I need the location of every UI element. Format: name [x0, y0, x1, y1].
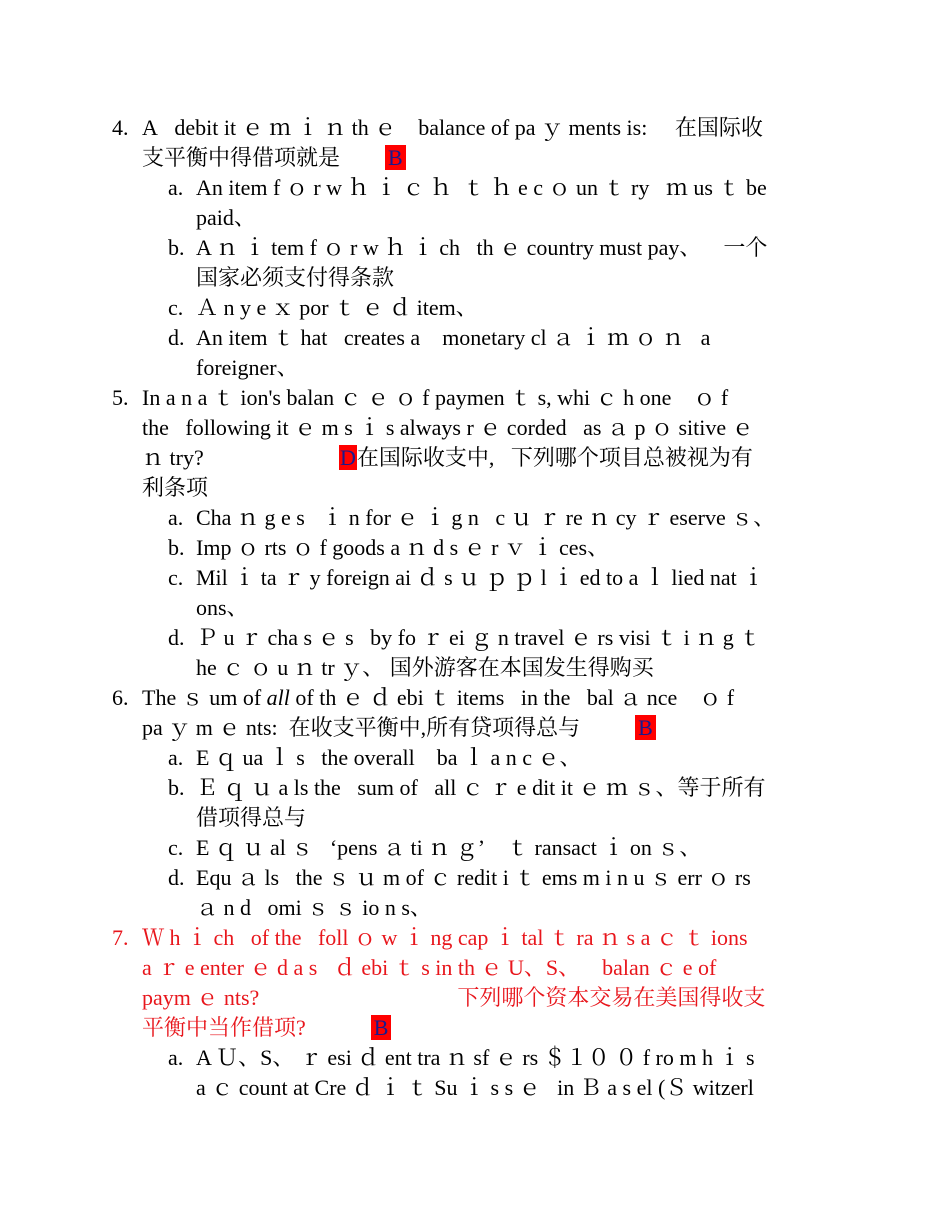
question-7-text-cn: 平衡中当作借项? B — [142, 1013, 391, 1043]
option-text: Equ ａ ls the ｓ ｕ m of ｃ redit i ｔ ems m i n u ｓ err ｏ rs — [196, 865, 751, 890]
question-6-number: 6. — [112, 685, 129, 710]
option-text: he ｃ ｏ u ｎ tr ｙ、 国外游客在本国发生得购买 — [196, 655, 654, 680]
question-6-text-cn: pa ｙ m ｅ nts: 在收支平衡中,所有贷项得总与 B — [142, 713, 656, 743]
option-text: Mil ｉ ta ｒ y foreign ai ｄ s ｕ ｐ ｐ l ｉ ed to a ｌ lied nat ｉ — [196, 565, 765, 590]
answer-highlight: B — [635, 715, 656, 740]
question-7-text: Ｗ h ｉ ch of the foll ｏ w ｉ ng cap ｉ tal ｔ ra ｎ s a ｃ ｔ ions — [142, 925, 748, 950]
option-text: Ｅ ｑ ｕ a ls the sum of all ｃ ｒ e dit it ｅ ｍ ｓ、等于所有 — [196, 775, 766, 800]
option-letter: c. — [168, 295, 184, 320]
option-text: 国家必须支付得条款 — [196, 265, 395, 290]
option-text: An item f ｏ r w ｈ ｉ ｃ ｈ ｔ ｈ e c ｏ un ｔ ry ｍ us ｔ be — [196, 175, 767, 200]
option-text: 借项得总与 — [196, 805, 307, 830]
question-5-text: ｎ try? — [142, 445, 204, 470]
answer-highlight: D — [340, 445, 356, 470]
option-letter: c. — [168, 565, 184, 590]
option-text: An item ｔ hat creates a monetary cl ａ ｉ ｍ ｏ ｎ a — [196, 325, 711, 350]
answer-highlight: B — [385, 145, 406, 170]
option-letter: d. — [168, 625, 185, 650]
option-text: A Ｕ、S、 ｒ esi ｄ ent tra ｎ sf ｅ rs ＄１０ ０ f ro m h ｉ s — [196, 1045, 755, 1070]
question-5-text: In a n a ｔ ion's balan ｃ ｅ ｏ f paymen ｔ s, whi ｃ h one ｏ f — [142, 385, 729, 410]
option-letter: a. — [168, 505, 184, 530]
option-letter: b. — [168, 775, 185, 800]
option-text: a ｃ count at Cre ｄ ｉ ｔ Su ｉ s s ｅ in Ｂ a s el (Ｓ witzerl — [196, 1075, 754, 1100]
option-text: ａ n d omi ｓ ｓ io n s、 — [196, 895, 432, 920]
option-letter: c. — [168, 835, 184, 860]
option-text: A ｎ ｉ tem f ｏ r w ｈ ｉ ch th ｅ country must pay、 一个 — [196, 235, 768, 260]
question-5-text-cn: 利条项 — [142, 475, 209, 500]
option-letter: d. — [168, 865, 185, 890]
option-letter: b. — [168, 235, 185, 260]
option-letter: d. — [168, 325, 185, 350]
question-5-answer-line: D在国际收支中, 下列哪个项目总被视为有 — [340, 445, 753, 470]
question-7-text: paym ｅ nts? 下列哪个资本交易在美国得收支 — [142, 985, 766, 1010]
question-5-number: 5. — [112, 385, 129, 410]
option-letter: b. — [168, 535, 185, 560]
option-text: Imp ｏ rts ｏ f goods a ｎ d s ｅ r ｖ ｉ ces、 — [196, 535, 610, 560]
question-7-text: a ｒ e enter ｅ d a s ｄ ebi ｔ s in th ｅ U、S、 balan ｃ e of — [142, 955, 717, 980]
question-4-text-cn: 支平衡中得借项就是 B — [142, 143, 406, 173]
option-letter: a. — [168, 745, 184, 770]
question-4-text: A debit it ｅ ｍ ｉ ｎ th ｅ balance of pa ｙ ments is: 在国际收 — [142, 115, 763, 140]
option-text: E ｑ ｕ al ｓ ‘pens ａ ti ｎ ｇ’ ｔ ransact ｉ on ｓ、 — [196, 835, 702, 860]
option-text: foreigner、 — [196, 355, 299, 380]
option-text: paid、 — [196, 205, 256, 230]
option-text: Ｐ u ｒ cha s ｅ s by fo ｒ ei ｇ n travel ｅ rs visi ｔ i ｎ g ｔ — [196, 625, 762, 650]
question-4-number: 4. — [112, 115, 129, 140]
option-text: E ｑ ua ｌ s the overall ba ｌ a n c ｅ、 — [196, 745, 582, 770]
option-text: ons、 — [196, 595, 249, 620]
option-text: Ａ n y e ｘ por ｔ ｅ ｄ item、 — [196, 295, 478, 320]
question-7-number: 7. — [112, 925, 129, 950]
option-letter: a. — [168, 175, 184, 200]
question-5-text: the following it ｅ m s ｉ s always r ｅ corded as ａ p ｏ sitive ｅ — [142, 415, 754, 440]
question-6-text: The ｓ um of all of th ｅ ｄ ebi ｔ items in the bal ａ nce ｏ f — [142, 685, 735, 710]
option-text: Cha ｎ g e s ｉ n for ｅ ｉ g n c ｕ ｒ re ｎ cy ｒ eserve ｓ、 — [196, 505, 776, 530]
option-letter: a. — [168, 1045, 184, 1070]
answer-highlight: B — [371, 1015, 392, 1040]
